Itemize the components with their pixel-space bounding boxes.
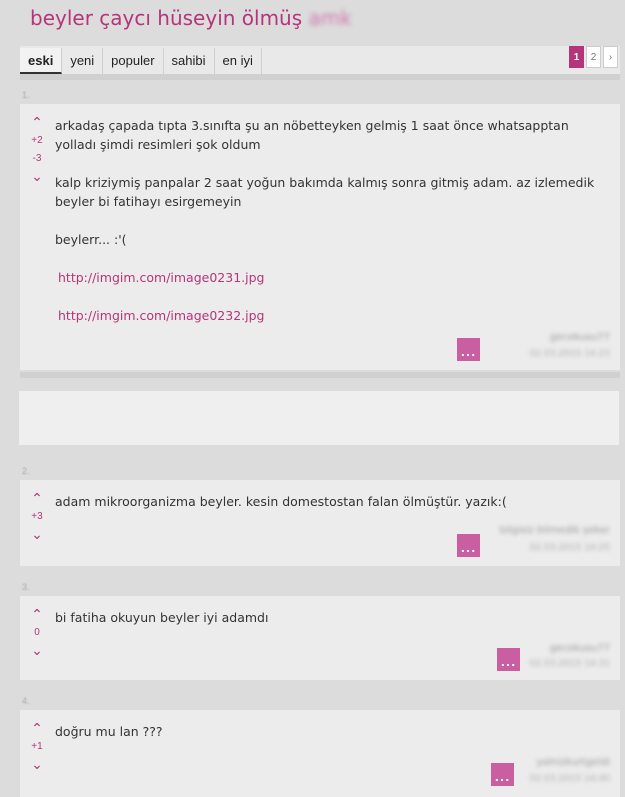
entry-number: 1.	[22, 90, 30, 100]
vote-box	[28, 722, 46, 772]
entry-4	[20, 710, 620, 797]
entry-text: bi fatiha okuyun beyler iyi adamdı	[55, 610, 269, 625]
vote-box	[28, 608, 46, 658]
entry-date: 02.03.2015 14:40	[529, 774, 610, 784]
vote-score: +3	[31, 511, 43, 522]
vote-score: +1	[31, 741, 43, 752]
divider	[20, 74, 620, 80]
avatar[interactable]: ...	[497, 648, 520, 671]
vote-box	[28, 116, 46, 184]
image-link[interactable]: http://imgim.com/image0231.jpg	[58, 270, 265, 285]
chevron-down-icon[interactable]: ⌄	[31, 527, 43, 543]
entry-2	[20, 480, 620, 566]
entry-number: 2.	[22, 466, 30, 476]
entry-1	[20, 104, 620, 370]
chevron-up-icon[interactable]: ⌃	[31, 115, 43, 131]
author-name[interactable]: gecekusu77	[549, 643, 610, 654]
ad-placeholder	[18, 390, 620, 446]
entry-date: 02.03.2015 14:23	[529, 349, 610, 359]
chevron-up-icon[interactable]: ⌃	[31, 721, 43, 737]
entry-date: 02.03.2015 14:31	[529, 659, 610, 669]
next-page-icon[interactable]: ›	[603, 46, 618, 68]
entry-text: kalp kriziymiş panpalar 2 saat yoğun bakımda kalmış sonra gitmiş adam. az izlemedik beyler bi fatihayı esirgemeyin	[55, 175, 595, 209]
author-name[interactable]: bilgisiz bilmedik şeker	[499, 525, 610, 536]
chevron-down-icon[interactable]: ⌄	[31, 757, 43, 773]
entry-text: beylerr... :'(	[55, 232, 127, 247]
entry-text: adam mikroorganizma beyler. kesin domestostan falan ölmüştür. yazık:(	[55, 494, 507, 509]
chevron-up-icon[interactable]: ⌃	[31, 607, 43, 623]
page-2-button[interactable]: 2	[586, 46, 601, 68]
entry-text: doğru mu lan ???	[55, 724, 163, 739]
tab-yeni[interactable]: yeni	[62, 48, 103, 74]
author-name[interactable]: yalnizkurtgeldi	[536, 757, 610, 768]
topic-title[interactable]	[30, 6, 352, 30]
author-name[interactable]: gecekusu77	[549, 332, 610, 343]
entry-content	[55, 608, 605, 646]
topic-title-suffix: amk	[308, 6, 352, 30]
entry-number: 4.	[22, 696, 30, 706]
tab-en-iyi[interactable]: en iyi	[215, 48, 262, 74]
vote-box	[28, 492, 46, 542]
chevron-down-icon[interactable]: ⌄	[31, 643, 43, 659]
divider	[20, 372, 620, 378]
tab-populer[interactable]: populer	[103, 48, 163, 74]
avatar[interactable]: ...	[457, 534, 480, 557]
topic-title-text: beyler çaycı hüseyin ölmüş	[30, 6, 303, 30]
upvote-count: +2	[31, 135, 43, 146]
tab-sahibi[interactable]: sahibi	[164, 48, 215, 74]
chevron-up-icon[interactable]: ⌃	[31, 491, 43, 507]
entry-number: 3.	[22, 582, 30, 592]
entry-content	[55, 722, 605, 760]
sort-tabs	[20, 46, 620, 74]
entry-content	[55, 116, 605, 325]
entry-date: 02.03.2015 14:25	[529, 543, 610, 553]
avatar[interactable]: ...	[491, 763, 514, 786]
avatar[interactable]: ...	[457, 338, 480, 361]
page-1-button[interactable]: 1	[569, 46, 584, 68]
vote-score: 0	[34, 627, 40, 638]
pagination	[569, 46, 618, 68]
downvote-count: -3	[32, 153, 42, 164]
entry-text: arkadaş çapada tıpta 3.sınıfta şu an nöbetteyken gelmiş 1 saat önce whatsapptan yolladı şimdi resimleri şok oldum	[55, 118, 569, 152]
entry-3	[20, 596, 620, 680]
chevron-down-icon[interactable]: ⌄	[31, 169, 43, 185]
tab-eski[interactable]: eski	[20, 48, 62, 74]
image-link[interactable]: http://imgim.com/image0232.jpg	[58, 308, 265, 323]
